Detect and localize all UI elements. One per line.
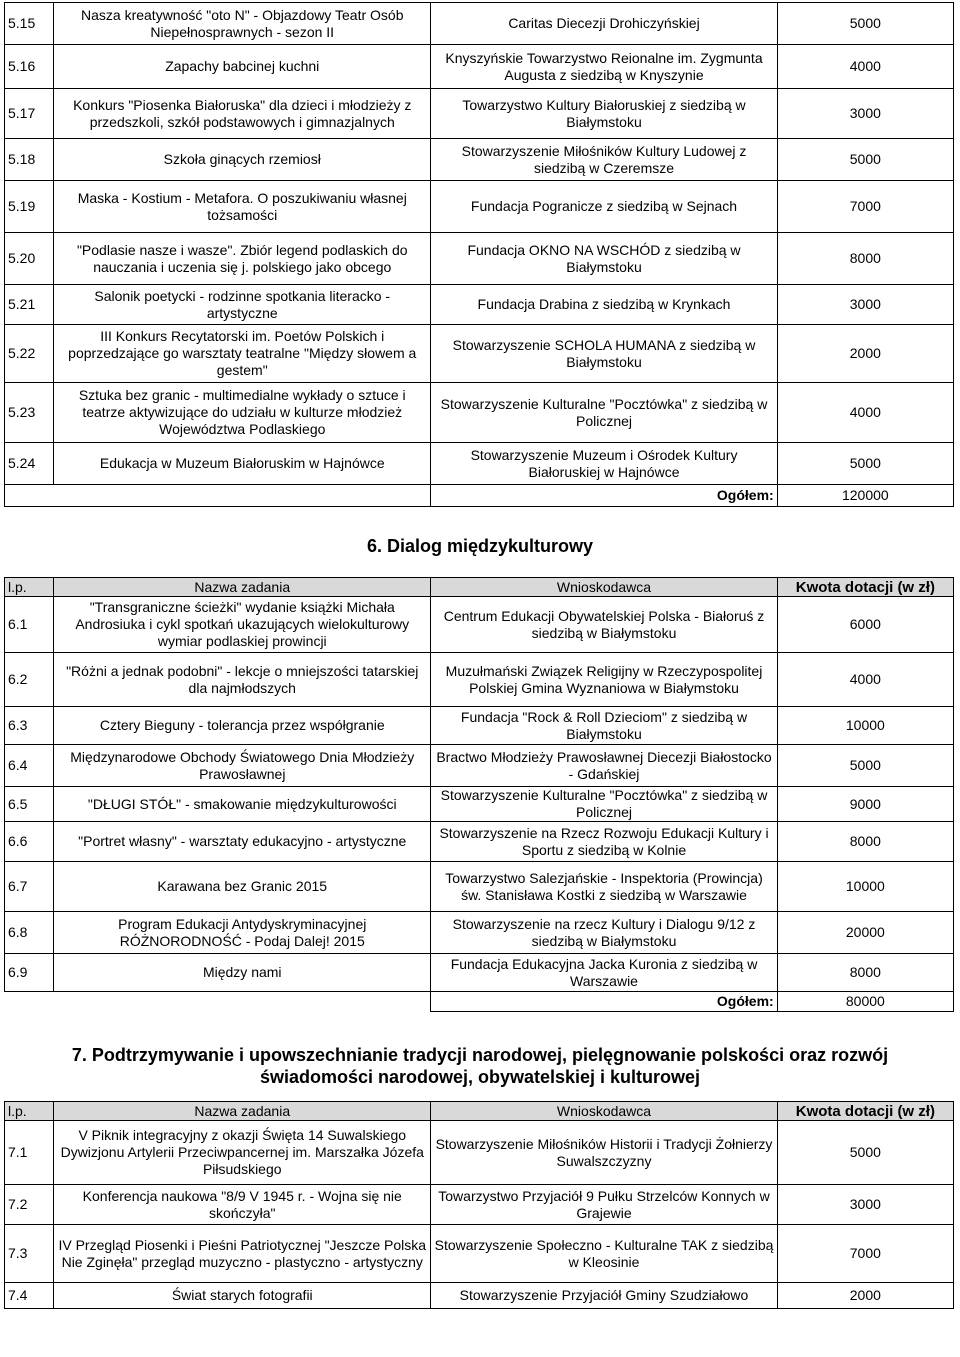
applicant-name: Towarzystwo Przyjaciół 9 Pułku Strzelców Konnych w Grajewie xyxy=(431,1185,777,1225)
table-row xyxy=(5,285,954,325)
applicant-name: Stowarzyszenie na Rzecz Rozwoju Edukacji Kultury i Sportu z siedzibą w Kolnie xyxy=(431,822,777,862)
applicant-name: Stowarzyszenie na rzecz Kultury i Dialogu 9/12 z siedzibą w Białymstoku xyxy=(431,912,777,954)
applicant-name: Stowarzyszenie SCHOLA HUMANA z siedzibą w Białymstoku xyxy=(431,325,777,383)
applicant-name: Fundacja Drabina z siedzibą w Krynkach xyxy=(431,285,777,325)
table-row xyxy=(5,822,954,862)
table-row xyxy=(5,45,954,89)
row-number: 5.19 xyxy=(5,181,54,233)
grant-amount: 6000 xyxy=(777,597,953,653)
total-amount: 120000 xyxy=(777,485,953,507)
applicant-name: Fundacja OKNO NA WSCHÓD z siedzibą w Białymstoku xyxy=(431,233,777,285)
task-name: Maska - Kostium - Metafora. O poszukiwaniu własnej tożsamości xyxy=(54,181,431,233)
task-name: Cztery Bieguny - tolerancja przez współgranie xyxy=(54,707,431,745)
grant-amount: 5000 xyxy=(777,443,953,485)
grant-amount: 2000 xyxy=(777,325,953,383)
task-name: Międzynarodowe Obchody Światowego Dnia Młodzieży Prawosławnej xyxy=(54,745,431,787)
grant-amount: 5000 xyxy=(777,139,953,181)
task-name: Między nami xyxy=(54,954,431,992)
table-row xyxy=(5,139,954,181)
applicant-name: Stowarzyszenie Kulturalne "Pocztówka" z siedzibą w Policznej xyxy=(431,383,777,443)
task-name: "DŁUGI STÓŁ" - smakowanie międzykulturowości xyxy=(54,787,431,822)
task-name: Zapachy babcinej kuchni xyxy=(54,45,431,89)
row-number: 7.3 xyxy=(5,1225,54,1283)
header-task-name: Nazwa zadania xyxy=(54,1102,431,1121)
section6-table xyxy=(4,577,954,1012)
applicant-name: Fundacja Pogranicze z siedzibą w Sejnach xyxy=(431,181,777,233)
task-name: Konferencja naukowa "8/9 V 1945 r. - Wojna się nie skończyła" xyxy=(54,1185,431,1225)
row-number: 5.18 xyxy=(5,139,54,181)
row-number: 6.4 xyxy=(5,745,54,787)
header-lp: l.p. xyxy=(5,1102,54,1121)
row-number: 5.23 xyxy=(5,383,54,443)
applicant-name: Fundacja Edukacyjna Jacka Kuronia z siedzibą w Warszawie xyxy=(431,954,777,992)
task-name: Sztuka bez granic - multimedialne wykłady o sztuce i teatrze aktywizujące do udziału w kulturze młodzież Województwa Podlaskiego xyxy=(54,383,431,443)
applicant-name: Centrum Edukacji Obywatelskiej Polska - Białoruś z siedzibą w Białymstoku xyxy=(431,597,777,653)
section5-table xyxy=(4,2,954,507)
grant-amount: 7000 xyxy=(777,181,953,233)
table-row xyxy=(5,1283,954,1309)
row-number: 5.24 xyxy=(5,443,54,485)
row-number: 5.22 xyxy=(5,325,54,383)
applicant-name: Caritas Diecezji Drohiczyńskiej xyxy=(431,3,777,45)
task-name: Nasza kreatywność "oto N" - Objazdowy Teatr Osób Niepełnosprawnych - sezon II xyxy=(54,3,431,45)
row-number: 6.1 xyxy=(5,597,54,653)
row-number: 7.4 xyxy=(5,1283,54,1309)
table-row xyxy=(5,3,954,45)
task-name: "Podlasie nasze i wasze". Zbiór legend podlaskich do nauczania i uczenia się j. polskiego jako obcego xyxy=(54,233,431,285)
task-name: IV Przegląd Piosenki i Pieśni Patriotycznej "Jeszcze Polska Nie Zginęła" przegląd muzyczno - plastyczno - artystyczny xyxy=(54,1225,431,1283)
row-number: 6.6 xyxy=(5,822,54,862)
grant-amount: 20000 xyxy=(777,912,953,954)
applicant-name: Stowarzyszenie Muzeum i Ośrodek Kultury Białoruskiej w Hajnówce xyxy=(431,443,777,485)
task-name: Salonik poetycki - rodzinne spotkania literacko - artystyczne xyxy=(54,285,431,325)
table-row xyxy=(5,325,954,383)
task-name: Program Edukacji Antydyskryminacyjnej RÓŻNORODNOŚĆ - Podaj Dalej! 2015 xyxy=(54,912,431,954)
grant-amount: 5000 xyxy=(777,3,953,45)
table-row xyxy=(5,233,954,285)
grant-amount: 9000 xyxy=(777,787,953,822)
task-name: Świat starych fotografii xyxy=(54,1283,431,1309)
row-number: 5.16 xyxy=(5,45,54,89)
grant-amount: 2000 xyxy=(777,1283,953,1309)
total-label: Ogółem: xyxy=(431,485,777,507)
section7-title: 7. Podtrzymywanie i upowszechnianie tradycji narodowej, pielęgnowanie polskości oraz rozwój świadomości narodowej, obywatelskiej i kulturowej xyxy=(71,1045,889,1087)
row-number: 5.20 xyxy=(5,233,54,285)
row-number: 6.7 xyxy=(5,862,54,912)
table-row xyxy=(5,745,954,787)
row-number: 6.3 xyxy=(5,707,54,745)
row-number: 6.5 xyxy=(5,787,54,822)
applicant-name: Stowarzyszenie Miłośników Historii i Tradycji Żołnierzy Suwalszczyzny xyxy=(431,1121,777,1185)
grant-amount: 10000 xyxy=(777,862,953,912)
row-number: 5.15 xyxy=(5,3,54,45)
grant-amount: 10000 xyxy=(777,707,953,745)
total-row xyxy=(5,992,954,1012)
grant-amount: 4000 xyxy=(777,383,953,443)
task-name: Konkurs "Piosenka Białoruska" dla dzieci i młodzieży z przedszkoli, szkół podstawowych i gimnazjalnych xyxy=(54,89,431,139)
task-name: Edukacja w Muzeum Białoruskim w Hajnówce xyxy=(54,443,431,485)
table-row xyxy=(5,862,954,912)
task-name: "Różni a jednak podobni" - lekcje o mniejszości tatarskiej dla najmłodszych xyxy=(54,653,431,707)
total-blank xyxy=(5,992,431,1012)
row-number: 6.2 xyxy=(5,653,54,707)
grant-amount: 3000 xyxy=(777,285,953,325)
applicant-name: Towarzystwo Salezjańskie - Inspektoria (Prowincja) św. Stanisława Kostki z siedzibą w Warszawie xyxy=(431,862,777,912)
applicant-name: Stowarzyszenie Przyjaciół Gminy Szudziałowo xyxy=(431,1283,777,1309)
applicant-name: Muzułmański Związek Religijny w Rzeczypospolitej Polskiej Gmina Wyznaniowa w Białymstoku xyxy=(431,653,777,707)
total-blank xyxy=(5,485,431,507)
task-name: Karawana bez Granic 2015 xyxy=(54,862,431,912)
table-row xyxy=(5,1225,954,1283)
task-name: V Piknik integracyjny z okazji Święta 14 Suwalskiego Dywizjonu Artylerii Przeciwpancernej im. Marszałka Józefa Piłsudskiego xyxy=(54,1121,431,1185)
grant-amount: 4000 xyxy=(777,653,953,707)
row-number: 7.1 xyxy=(5,1121,54,1185)
table-row xyxy=(5,89,954,139)
header-amount: Kwota dotacji (w zł) xyxy=(777,1102,953,1121)
total-label: Ogółem: xyxy=(431,992,777,1012)
row-number: 5.17 xyxy=(5,89,54,139)
table-row xyxy=(5,653,954,707)
table-row xyxy=(5,707,954,745)
row-number: 6.9 xyxy=(5,954,54,992)
total-row xyxy=(5,485,954,507)
header-applicant: Wnioskodawca xyxy=(431,1102,777,1121)
table-row xyxy=(5,1185,954,1225)
grant-amount: 7000 xyxy=(777,1225,953,1283)
header-amount: Kwota dotacji (w zł) xyxy=(777,578,953,597)
applicant-name: Bractwo Młodzieży Prawosławnej Diecezji Białostocko - Gdańskiej xyxy=(431,745,777,787)
table-row xyxy=(5,954,954,992)
applicant-name: Stowarzyszenie Miłośników Kultury Ludowej z siedzibą w Czeremsze xyxy=(431,139,777,181)
grant-amount: 3000 xyxy=(777,1185,953,1225)
total-amount: 80000 xyxy=(777,992,953,1012)
task-name: "Transgraniczne ścieżki" wydanie książki Michała Androsiuka i cykl spotkań ukazujących wielokulturowy wymiar podlaskiej prowincji xyxy=(54,597,431,653)
table-row xyxy=(5,1121,954,1185)
task-name: Szkoła ginących rzemiosł xyxy=(54,139,431,181)
section7-header-row xyxy=(5,1102,954,1121)
row-number: 5.21 xyxy=(5,285,54,325)
table-row xyxy=(5,787,954,822)
table-row xyxy=(5,912,954,954)
applicant-name: Stowarzyszenie Kulturalne "Pocztówka" z siedzibą w Policznej xyxy=(431,787,777,822)
header-lp: l.p. xyxy=(5,578,54,597)
grant-amount: 3000 xyxy=(777,89,953,139)
section7-table xyxy=(4,1101,954,1309)
table-row xyxy=(5,383,954,443)
grant-amount: 8000 xyxy=(777,233,953,285)
row-number: 7.2 xyxy=(5,1185,54,1225)
header-applicant: Wnioskodawca xyxy=(431,578,777,597)
grant-amount: 5000 xyxy=(777,745,953,787)
grant-amount: 8000 xyxy=(777,954,953,992)
task-name: "Portret własny" - warsztaty edukacyjno - artystyczne xyxy=(54,822,431,862)
applicant-name: Stowarzyszenie Społeczno - Kulturalne TAK z siedzibą w Kleosinie xyxy=(431,1225,777,1283)
grant-amount: 5000 xyxy=(777,1121,953,1185)
grant-amount: 8000 xyxy=(777,822,953,862)
task-name: III Konkurs Recytatorski im. Poetów Polskich i poprzedzające go warsztaty teatralne "Między słowem a gestem" xyxy=(54,325,431,383)
header-task-name: Nazwa zadania xyxy=(54,578,431,597)
table-row xyxy=(5,181,954,233)
applicant-name: Fundacja "Rock & Roll Dzieciom" z siedzibą w Białymstoku xyxy=(431,707,777,745)
table-row xyxy=(5,597,954,653)
section6-header-row xyxy=(5,578,954,597)
section6-title: 6. Dialog międzykulturowy xyxy=(366,536,594,556)
grant-amount: 4000 xyxy=(777,45,953,89)
table-row xyxy=(5,443,954,485)
applicant-name: Towarzystwo Kultury Białoruskiej z siedzibą w Białymstoku xyxy=(431,89,777,139)
applicant-name: Knyszyńskie Towarzystwo Reionalne im. Zygmunta Augusta z siedzibą w Knyszynie xyxy=(431,45,777,89)
row-number: 6.8 xyxy=(5,912,54,954)
